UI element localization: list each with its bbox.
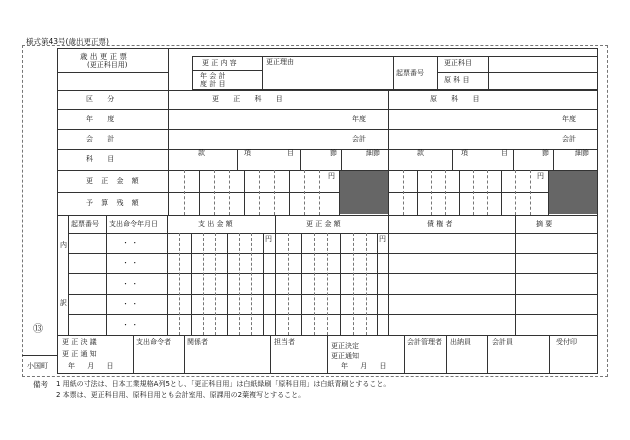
decision-label: 更 正 決 議 <box>62 338 97 346</box>
row-label-nendo: 年 度 <box>86 115 121 123</box>
corr-moku: 目 <box>287 149 294 157</box>
corr-yen: 円 <box>328 172 335 180</box>
correction-nendo: 年度 <box>352 115 366 123</box>
corr-saisetsu: 細節 <box>366 149 380 157</box>
row-label-budget-balance: 予 算 残 額 <box>86 199 142 207</box>
row-label-kamoku: 科 目 <box>86 155 121 163</box>
orig-setsu: 節 <box>542 149 549 157</box>
fiscal-year-label: 年 会 計 <box>200 72 226 80</box>
content-label: 更 正 内 容 <box>202 59 237 67</box>
orig-moku: 目 <box>501 149 508 157</box>
notice2-label: 更正通知 <box>331 352 359 360</box>
lower-header-summary: 摘 要 <box>536 220 553 228</box>
lower-header-correction: 更 正 金 額 <box>306 220 341 228</box>
row-label-kaikei: 会 計 <box>86 135 121 143</box>
corrected-subject-label: 更正科目 <box>444 59 472 67</box>
date-sep-row1: ・ ・ <box>122 239 139 247</box>
orig-kou: 項 <box>461 149 468 157</box>
original-kaikei: 会計 <box>562 135 576 143</box>
reason-label: 更正理由 <box>266 58 294 66</box>
form-title: 歳 出 更 正 票 <box>80 52 128 61</box>
corr-setsu: 節 <box>330 149 337 157</box>
lower-header-voucher: 起票番号 <box>71 220 99 228</box>
form-subtitle: (更正科目用) <box>87 61 128 69</box>
receipt-stamp-label: 受付印 <box>556 338 577 346</box>
orig-shaded-box <box>549 171 597 214</box>
orderer-label: 支出命令者 <box>136 338 171 346</box>
corr-shaded-box <box>340 171 388 214</box>
original-subject-label: 原 科 目 <box>444 76 470 84</box>
form-number: 様式第43号(歳出更正票) <box>26 37 109 46</box>
notice-label: 更 正 通 知 <box>62 350 97 358</box>
accounting-manager-label: 会計管理者 <box>407 338 442 346</box>
voucher-number-label: 起票番号 <box>396 69 424 77</box>
correction-kaikei: 会計 <box>352 135 366 143</box>
lower-header-order-date: 支出命令年月日 <box>109 220 158 228</box>
side-label-wake: 訳 <box>60 299 67 307</box>
accountant-label: 会計員 <box>492 338 513 346</box>
notes-label: 備考 <box>33 380 48 389</box>
original-nendo: 年度 <box>562 115 576 123</box>
stamp-mark: ⑬ <box>33 324 43 335</box>
date-sep-row2: ・ ・ <box>122 259 139 267</box>
corr-kou: 項 <box>244 149 251 157</box>
ymd-label: 年 月 日 <box>68 362 114 370</box>
expense-yen: 円 <box>265 235 272 243</box>
orig-saisetsu: 細節 <box>575 149 589 157</box>
header-box <box>192 56 598 90</box>
correction-yen: 円 <box>379 235 386 243</box>
town-name: 小国町 <box>27 362 48 370</box>
col-header-original: 原 科 目 <box>430 95 486 103</box>
date-sep-row4: ・ ・ <box>122 300 139 308</box>
date-sep-row3: ・ ・ <box>122 280 139 288</box>
note-2: 2 本票は、更正科目用、原科目用とも会計室用、原課用の2葉複写とすること。 <box>56 391 306 399</box>
row-label-kubun: 区 分 <box>86 95 121 103</box>
date-sep-row5: ・ ・ <box>122 321 139 329</box>
person-in-charge-label: 担当者 <box>274 338 295 346</box>
col-header-correction: 更 正 科 目 <box>212 95 289 103</box>
note-1: 1 用紙の寸法は、日本工業規格A列5とし、「更正科目用」は白紙緑刷「原科目用」は白紙青刷とすること。 <box>56 380 391 388</box>
orig-yen: 円 <box>537 172 544 180</box>
fiscal-year-label-2: 度 計 目 <box>200 80 226 88</box>
row-label-correction-amount: 更 正 金 額 <box>86 177 142 185</box>
corr-kan: 款 <box>198 149 205 157</box>
cashier-label: 出納員 <box>450 338 471 346</box>
related-label: 関係者 <box>187 338 208 346</box>
orig-kan: 款 <box>417 149 424 157</box>
lower-header-expense: 支 出 金 額 <box>198 220 233 228</box>
decision2-label: 更正決定 <box>331 342 359 350</box>
ymd2-label: 年 月 日 <box>341 362 387 370</box>
lower-header-creditor: 債 権 者 <box>427 220 453 228</box>
side-label-uchi: 内 <box>60 241 67 249</box>
